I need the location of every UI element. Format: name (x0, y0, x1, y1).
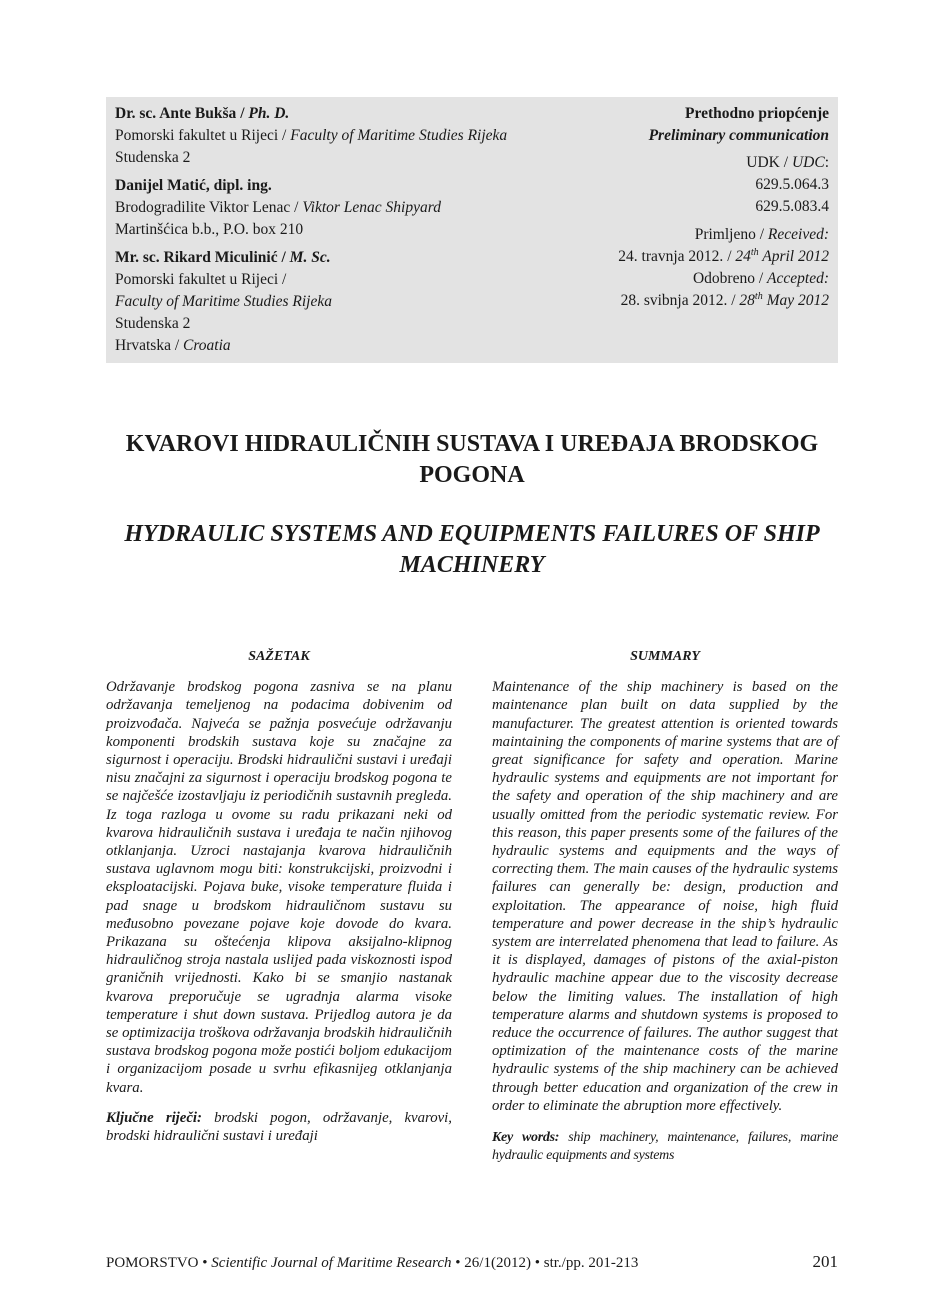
author-country: Hrvatska (115, 337, 171, 354)
author-affiliation-en: Viktor Lenac Shipyard (302, 199, 441, 216)
author-name: Danijel Matić, dipl. ing. (115, 177, 272, 194)
keywords (492, 1129, 838, 1165)
journal-subtitle: Scientific Journal of Maritime Research (211, 1255, 452, 1271)
keywords-text: ship machinery, maintenance, failures, marine hydraulic equipments and systems (492, 1130, 838, 1164)
page-footer: POMORSTVO • Scientific Journal of Maritime Research • 26/1(2012) • str./pp. 201-213 201 (106, 1252, 838, 1271)
abstract-heading: SAŽETAK (248, 649, 310, 664)
received-label: Primljeno / Received: (694, 226, 829, 243)
abstract-croatian (106, 648, 452, 1145)
udk-code-1: 629.5.064.3 (755, 176, 829, 193)
author-country-en: Croatia (183, 337, 231, 354)
udk-code-2: 629.5.083.4 (755, 198, 829, 215)
author-affiliation-en: Faculty of Maritime Studies Rijeka (290, 127, 508, 144)
author-2: Danijel Matić, dipl. ing. Brodogradilite Viktor Lenac / Viktor Lenac Shipyard Martinšćica b.b., P.O. box 210 (115, 177, 441, 238)
paper-type-hr: Prethodno priopćenje (685, 105, 829, 122)
title-english: HYDRAULIC SYSTEMS AND EQUIPMENTS FAILURES OF SHIP MACHINERY (124, 521, 820, 578)
accepted-date: 28. svibnja 2012. / 28th May 2012 (620, 290, 829, 309)
journal-pages: str./pp. 201-213 (543, 1255, 639, 1271)
author-affiliation: Pomorski fakultet u Rijeci / (115, 271, 287, 288)
keywords (106, 1109, 452, 1145)
author-affiliation-en: Faculty of Maritime Studies Rijeka (115, 293, 332, 310)
paper-type-en: Preliminary communication (648, 127, 829, 144)
received-date: 24. travnja 2012. / 24th April 2012 (618, 246, 829, 265)
author-name: Mr. sc. Rikard Miculinić (115, 249, 278, 266)
author-name: Dr. sc. Ante Bukša (115, 105, 237, 122)
article-meta-block (529, 103, 829, 312)
author-3: Mr. sc. Rikard Miculinić / M. Sc. Pomorski fakultet u Rijeci / Faculty of Maritime Studies Rijeka Studenska 2 Hrvatska / Croatia (115, 249, 332, 354)
authors-block (115, 103, 585, 357)
summary-text: Maintenance of the ship machinery is based on the maintenance plan built on data supplied by the manufacturer. The greatest attention is oriented towards maintaining the components of marine systems that are of great significance for safety and operation. Marine hydraulic systems and equipments are not important for the safety and operation of the ship machinery and are usually omitted from the periodic systematic review. For this reason, this paper presents some of the failures of the hydraulic systems and equipments and the ways of correcting them. The main causes of the hydraulic systems failures can generally be: design, production and exploitation. The appearance of noise, high fluid temperature and power decrease in the ship’s hydraulic system are interrelated phenomena that lead to failure. As it is displayed, damages of pistons of the axial-piston hydraulic machine appear due to the viscosity decrease below the limiting values. The installation of high temperature alarms and shutdown systems is proposed to reduce the occurrence of failures. The author suggest that optimization of the maintenance costs of the marine hydraulic systems of the ship machinery can be achieved through better education and organization of the crew in order to eliminate the abruption more effectively. (492, 679, 838, 1114)
udk-label: UDK / UDC: (746, 154, 829, 171)
author-affiliation: Pomorski fakultet u Rijeci (115, 127, 279, 144)
journal-name: POMORSTVO (106, 1255, 199, 1271)
abstract-english (492, 648, 838, 1165)
title-croatian: KVAROVI HIDRAULIČNIH SUSTAVA I UREĐAJA BRODSKOG POGONA (125, 431, 819, 488)
keywords-text: brodski pogon, održavanje, kvarovi, brodski hidraulični sustavi i uređaji (106, 1109, 452, 1145)
summary-heading: SUMMARY (630, 649, 700, 664)
page-number: 201 (812, 1252, 838, 1271)
author-title: M. Sc. (289, 249, 331, 266)
author-address: Studenska 2 (115, 315, 191, 332)
author-title: Ph. D. (248, 105, 290, 122)
author-address: Martinšćica b.b., P.O. box 210 (115, 221, 304, 238)
author-affiliation: Brodogradilite Viktor Lenac (115, 199, 291, 216)
keywords-label: Key words: (492, 1130, 560, 1146)
accepted-label: Odobreno / Accepted: (692, 270, 829, 287)
article-header-box (106, 97, 838, 363)
journal-volume: 26/1(2012) (464, 1255, 531, 1271)
keywords-label: Ključne riječi: (106, 1109, 202, 1126)
abstract-text: Održavanje brodskog pogona zasniva se na planu održavanja temeljenog na podacima dobivenim od proizvođača. Najveća se pažnja posvećuje održavanju komponenti brodskih sustava koje su značajne za sigurnost i operaciju. Brodski hidraulični sustavi i uređaji nisu značajni za sigurnost i operaciju brodskog pogona te se najčešće izostavljaju iz periodičnih sustavnih pregleda. Iz toga razloga u ovome su radu prikazani neki od kvarova hidrauličnih sustava i uređaja te način njihovog otklanjanja. Uzroci nastajanja kvarova hidrauličnih sustava uglavnom mogu biti: konstrukcijski, proizvodni i eksploatacijski. Pojava buke, visoke temperature fluida i pad snage u brodskom hidrauličnom sustavu su međusobno povezane pojave koje dovode do kvara. Prikazana su oštećenja klipova aksijalno-klipnog hidrauličnog stroja nastala uslijed pada viskoznosti ispod graničnih vrijednosti. Kako bi se smanjio nastanak kvarova preporučuje se ugradnja alarma visoke temperature i shut down sustava. Prijedlog autora je da se optimizacija troškova održavanja brodskih hidrauličnih sustava brodskog pogona može postići boljom edukacijom i organizacijom posade u svrhu efikasnijeg otklanjanja kvara. (106, 679, 452, 1096)
author-address: Studenska 2 (115, 149, 191, 166)
author-1: Dr. sc. Ante Bukša / Ph. D. Pomorski fakultet u Rijeci / Faculty of Maritime Studies Rijeka Studenska 2 (115, 105, 508, 166)
